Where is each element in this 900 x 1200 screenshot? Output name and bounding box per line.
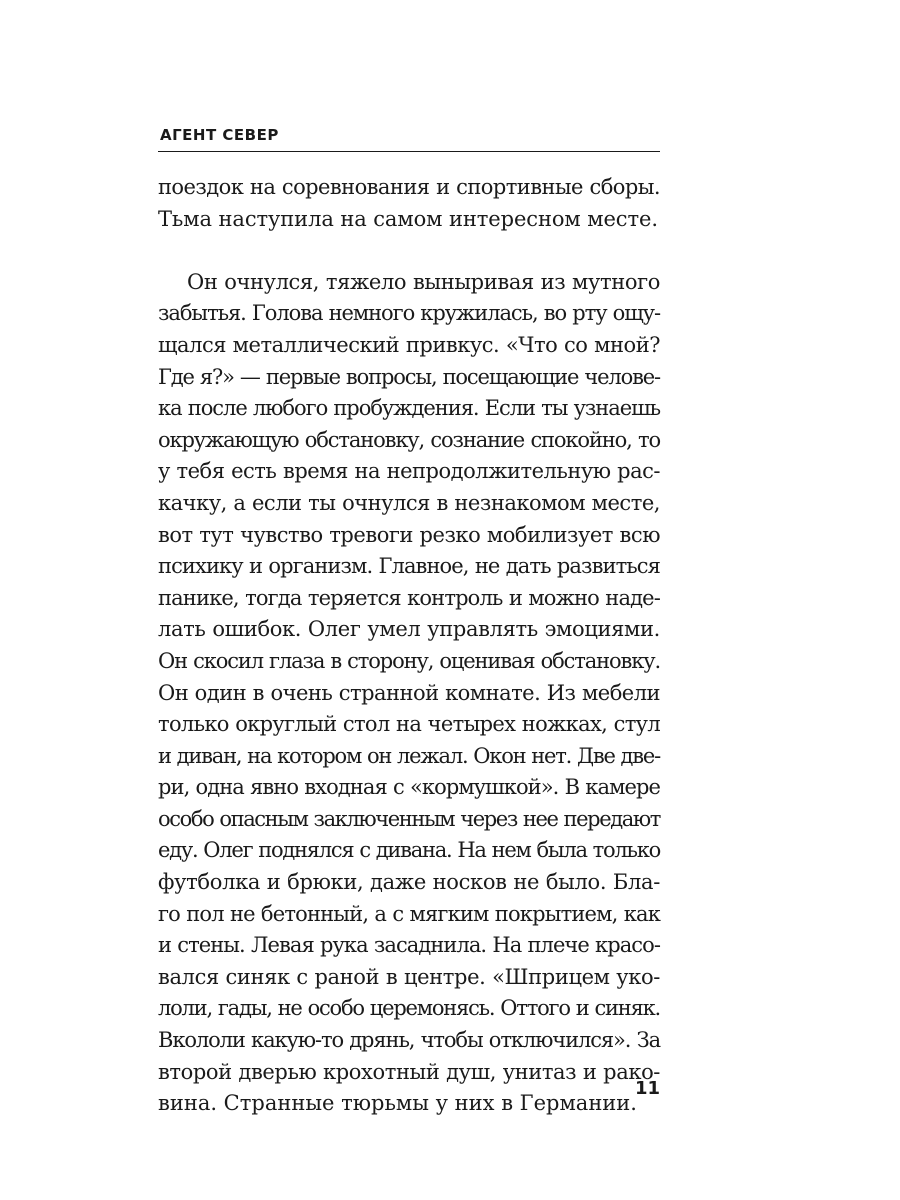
text-line: ри, одна явно входная с «кормушкой». В камере [158,775,660,800]
running-head: АГЕНТ СЕВЕР [160,126,279,144]
text-line: го пол не бетонный, а с мягким покрытием, как [158,901,660,926]
paragraph [158,267,660,1120]
text-line: Он скосил глаза в сторону, оценивая обстановку. [158,648,660,673]
text-line: второй дверью крохотный душ, унитаз и рако- [158,1059,660,1084]
body-text [158,172,660,1120]
text-line: особо опасным заключенным через нее передают [158,806,660,831]
paragraph-gap [158,235,660,267]
text-line: Где я?» — первые вопросы, посещающие челове- [158,364,660,389]
text-line: панике, тогда теряется контроль и можно наде- [158,585,660,610]
text-line: поездок на соревнования и спортивные сборы. [158,175,660,199]
text-line: психику и организм. Главное, не дать развиться [158,554,660,579]
text-line: у тебя есть время на непродолжительную рас- [158,459,660,484]
text-line: окружающую обстановку, сознание спокойно, то [158,427,660,452]
text-line: только округлый стол на четырех ножках, стул [158,712,660,737]
text-line: вался синяк с раной в центре. «Шприцем уко- [158,964,660,989]
text-line: щался металлический привкус. «Что со мной? [158,332,660,357]
header-rule [158,151,660,152]
text-line: лать ошибок. Олег умел управлять эмоциями. [158,617,660,642]
text-line: и стены. Левая рука засаднила. На плече красо- [158,933,660,958]
text-line: Вкололи какую-то дрянь, чтобы отключился». За [158,1028,660,1053]
text-line: Он один в очень странной комнате. Из мебели [158,680,660,705]
page-number: 11 [634,1078,660,1099]
text-line: вина. Странные тюрьмы у них в Германии. [158,1091,637,1116]
text-line: Тьма наступила на самом интересном месте. [158,206,658,231]
text-line: Он очнулся, тяжело выныривая из мутного [187,269,660,294]
paragraph-continued [158,172,660,235]
text-line: качку, а если ты очнулся в незнакомом месте, [158,490,660,515]
text-line: вот тут чувство тревоги резко мобилизует всю [158,522,660,547]
text-line: футболка и брюки, даже носков не было. Бла- [158,870,660,895]
text-line: еду. Олег поднялся с дивана. На нем была только [158,838,660,863]
text-line: и диван, на котором он лежал. Окон нет. Две две- [158,743,660,768]
text-line: ка после любого пробуждения. Если ты узнаешь [158,396,660,421]
text-line: лоли, гады, не особо церемонясь. Оттого и синяк. [158,996,660,1021]
text-line: забытья. Голова немного кружилась, во рту ощу- [158,301,660,326]
